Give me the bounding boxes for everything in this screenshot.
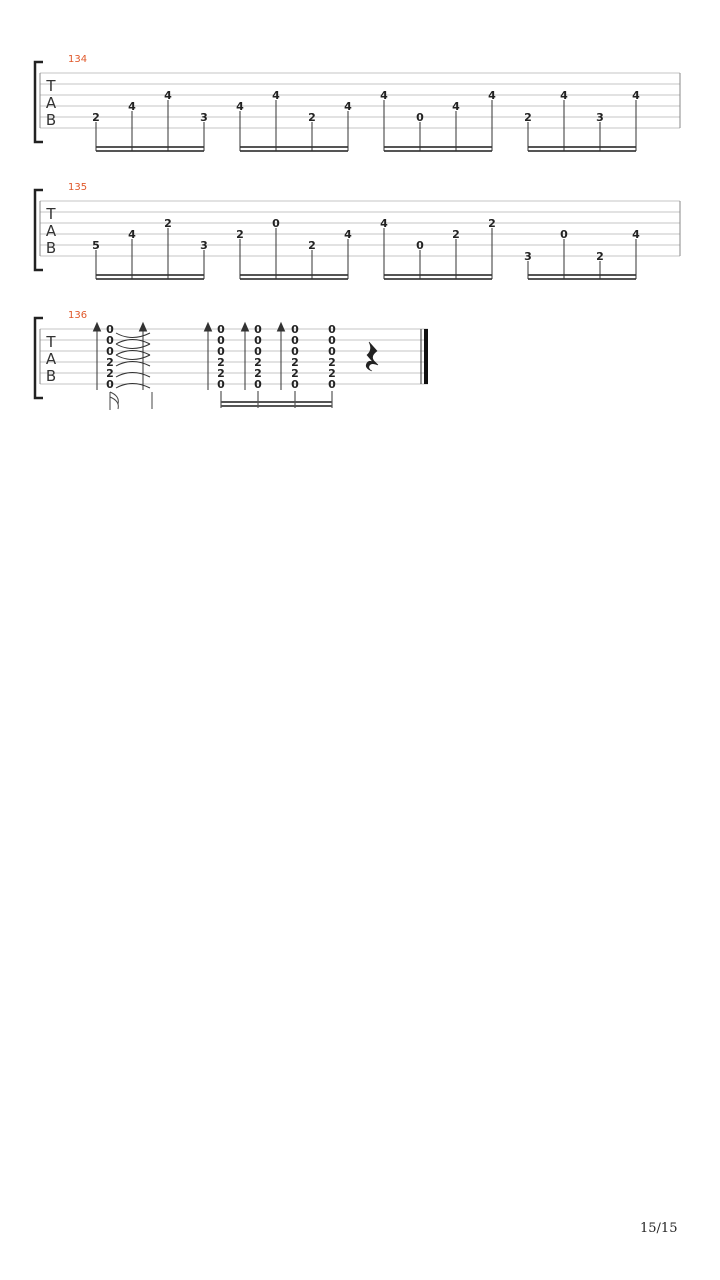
- fret-number: 0: [106, 345, 114, 358]
- fret-number: 4: [164, 89, 172, 102]
- fret-number: 0: [217, 334, 225, 347]
- chord: [254, 323, 262, 391]
- final-barline: [421, 329, 426, 384]
- tab-clef-b: B: [45, 367, 57, 385]
- fret-number: 0: [106, 378, 114, 391]
- chord: [328, 323, 336, 391]
- fret-number: 2: [308, 239, 316, 252]
- fret-number: 0: [291, 323, 299, 336]
- fret-number: 4: [128, 100, 136, 113]
- staff-lines: [40, 73, 680, 128]
- fret-number: 0: [254, 345, 262, 358]
- fret-number: 4: [344, 100, 352, 113]
- fret-number: 0: [254, 334, 262, 347]
- fret-number: 0: [106, 334, 114, 347]
- fret-number: 2: [488, 217, 496, 230]
- fret-number: 2: [328, 367, 336, 380]
- tab-clef-t: T: [46, 333, 56, 351]
- fret-number: 2: [92, 111, 100, 124]
- chord: [106, 323, 114, 391]
- fret-number: 3: [200, 111, 208, 124]
- fret-number: 4: [128, 228, 136, 241]
- tab-clef-t: T: [46, 205, 56, 223]
- fret-number: 3: [596, 111, 604, 124]
- fret-number: 2: [106, 356, 114, 369]
- fret-number: 4: [452, 100, 460, 113]
- fret-number: 0: [217, 323, 225, 336]
- fret-number: 0: [416, 111, 424, 124]
- fret-number: 2: [217, 356, 225, 369]
- measure-number: 134: [68, 54, 88, 65]
- fret-number: 2: [106, 367, 114, 380]
- tab-clef-a: A: [45, 350, 57, 368]
- tab-clef-b: B: [45, 239, 57, 257]
- fret-number: 0: [291, 345, 299, 358]
- beams: [96, 147, 636, 151]
- measure-number: 135: [68, 182, 88, 193]
- fret-number: 2: [308, 111, 316, 124]
- fret-number: 0: [291, 334, 299, 347]
- chord: [291, 323, 299, 391]
- beams: [96, 275, 636, 279]
- fret-number: 2: [164, 217, 172, 230]
- chord: [217, 323, 225, 391]
- system-bracket: [35, 62, 43, 142]
- fret-number: 0: [328, 323, 336, 336]
- fret-number: 4: [344, 228, 352, 241]
- staff-lines: [40, 201, 680, 256]
- fret-number: 4: [560, 89, 568, 102]
- fret-number: 0: [272, 217, 280, 230]
- fret-number: 2: [254, 356, 262, 369]
- tab-system-1: [35, 54, 680, 151]
- fret-number: 0: [217, 345, 225, 358]
- tab-system-2: [35, 182, 680, 279]
- system-bracket: [35, 318, 43, 398]
- fret-number: 0: [328, 334, 336, 347]
- fret-number: 0: [560, 228, 568, 241]
- fret-number: 2: [291, 356, 299, 369]
- fret-number: 4: [380, 217, 388, 230]
- fret-number: 0: [217, 378, 225, 391]
- fret-number: 4: [632, 89, 640, 102]
- fret-number: 2: [328, 356, 336, 369]
- notes: [92, 89, 640, 151]
- fret-number: 0: [328, 345, 336, 358]
- fret-number: 2: [236, 228, 244, 241]
- fret-number: 0: [254, 378, 262, 391]
- fret-number: 0: [416, 239, 424, 252]
- fret-number: 2: [291, 367, 299, 380]
- fret-number: 4: [272, 89, 280, 102]
- tab-clef-t: T: [46, 77, 56, 95]
- tab-system-3: [35, 310, 428, 410]
- fret-number: 0: [328, 378, 336, 391]
- fret-number: 0: [254, 323, 262, 336]
- fret-number: 2: [524, 111, 532, 124]
- fret-number: 2: [452, 228, 460, 241]
- system-bracket: [35, 190, 43, 270]
- beams: [221, 391, 332, 408]
- tab-clef-b: B: [45, 111, 57, 129]
- notes: [92, 217, 640, 279]
- fret-number: 0: [291, 378, 299, 391]
- tab-clef-a: A: [45, 94, 57, 112]
- ties: [116, 333, 150, 388]
- fret-number: 4: [236, 100, 244, 113]
- fret-number: 2: [596, 250, 604, 263]
- grace-flag: [110, 392, 152, 410]
- fret-number: 2: [217, 367, 225, 380]
- page-number: 15/15: [640, 1221, 678, 1236]
- fret-number: 3: [524, 250, 532, 263]
- fret-number: 4: [380, 89, 388, 102]
- measure-number: 136: [68, 310, 88, 321]
- quarter-rest-icon: [366, 342, 378, 371]
- fret-number: 0: [106, 323, 114, 336]
- fret-number: 4: [632, 228, 640, 241]
- fret-number: 3: [200, 239, 208, 252]
- fret-number: 4: [488, 89, 496, 102]
- tab-clef-a: A: [45, 222, 57, 240]
- fret-number: 5: [92, 239, 100, 252]
- fret-number: 2: [254, 367, 262, 380]
